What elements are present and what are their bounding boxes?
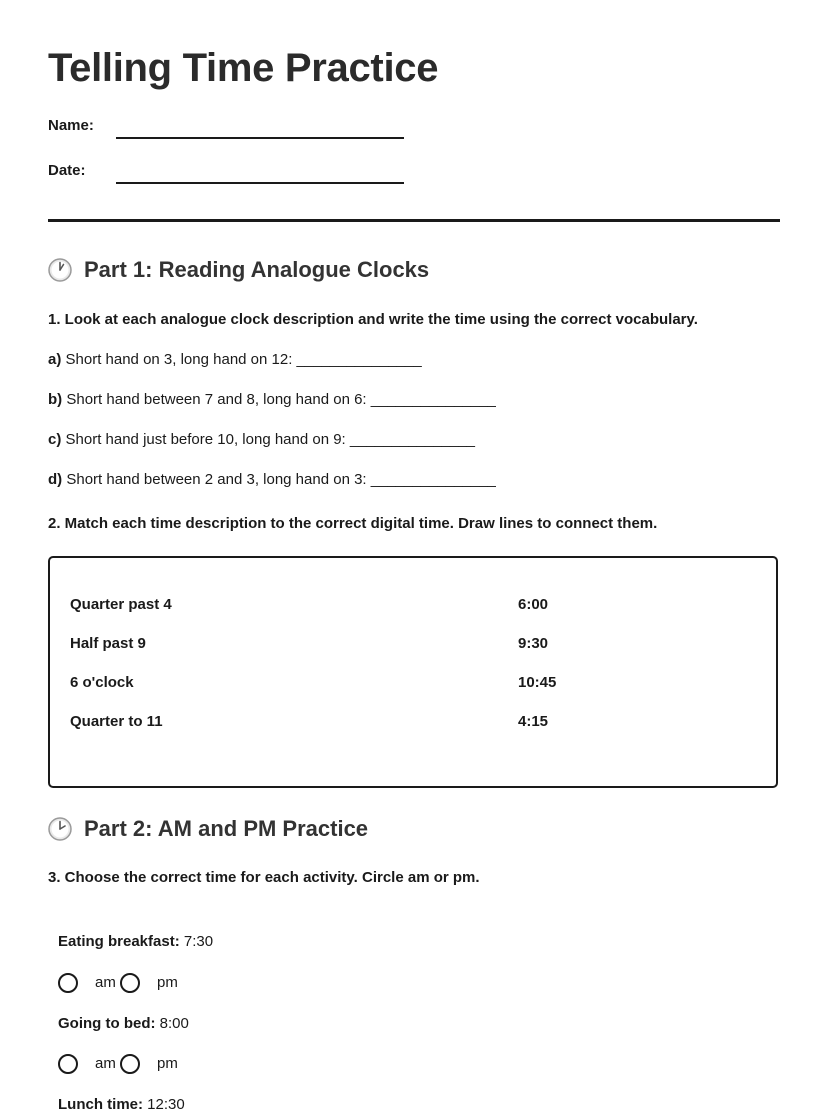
activity-bed: [58, 1015, 189, 1032]
activity-label: Lunch time:: [58, 1096, 143, 1113]
activity-time: 12:30: [147, 1096, 185, 1113]
date-line[interactable]: [116, 182, 404, 184]
item-b-text: Short hand between 7 and 8, long hand on 6: _______________: [66, 391, 496, 408]
activity-label: Going to bed:: [58, 1015, 156, 1032]
name-field: [48, 117, 448, 141]
activity-lunch: [58, 1096, 185, 1113]
pm-label: pm: [157, 1055, 178, 1072]
item-b-letter: b): [48, 391, 63, 408]
item-c-text: Short hand just before 10, long hand on 9: _______________: [65, 431, 476, 448]
activity-breakfast: [58, 933, 213, 950]
clock-one-icon: [48, 258, 72, 282]
question-3: 3. Choose the correct time for each activity. Circle am or pm.: [48, 869, 480, 886]
header-divider: [48, 219, 780, 222]
am-radio[interactable]: [58, 1054, 78, 1074]
clock-two-icon: [48, 817, 72, 841]
activity-time: 7:30: [183, 933, 214, 950]
question-2: 2. Match each time description to the correct digital time. Draw lines to connect them.: [48, 515, 658, 532]
match-left-item[interactable]: 6 o'clock: [70, 674, 134, 691]
date-label: Date:: [48, 162, 86, 179]
am-label: am: [95, 1055, 116, 1072]
item-a-letter: a): [48, 351, 62, 368]
item-c: [48, 431, 475, 448]
date-field: [48, 162, 448, 186]
question-1: 1. Look at each analogue clock description and write the time using the correct vocabulary.: [48, 311, 698, 328]
matching-box: [48, 556, 778, 788]
pm-radio[interactable]: [120, 1054, 140, 1074]
match-right-item[interactable]: 6:00: [518, 596, 549, 613]
part1-heading: [48, 257, 429, 283]
page-title: Telling Time Practice: [48, 46, 439, 90]
part2-heading: [48, 816, 368, 842]
am-radio[interactable]: [58, 973, 78, 993]
match-right-item[interactable]: 10:45: [518, 674, 557, 691]
item-d-letter: d): [48, 471, 63, 488]
part1-heading-text: Part 1: Reading Analogue Clocks: [84, 257, 430, 282]
name-label: Name:: [48, 117, 94, 134]
item-a: [48, 351, 422, 368]
activity-time: 8:00: [159, 1015, 189, 1032]
name-line[interactable]: [116, 137, 404, 139]
item-a-text: Short hand on 3, long hand on 12: _______________: [65, 351, 422, 368]
item-b: [48, 391, 496, 408]
match-left-item[interactable]: Quarter past 4: [70, 596, 172, 613]
activity-label: Eating breakfast:: [58, 933, 180, 950]
match-right-item[interactable]: 4:15: [518, 713, 549, 730]
radio-group-breakfast: [58, 973, 258, 999]
pm-radio[interactable]: [120, 973, 140, 993]
match-left-item[interactable]: Quarter to 11: [70, 713, 163, 730]
item-c-letter: c): [48, 431, 62, 448]
item-d-text: Short hand between 2 and 3, long hand on 3: _______________: [66, 471, 496, 488]
pm-label: pm: [157, 974, 178, 991]
am-label: am: [95, 974, 116, 991]
radio-group-bed: [58, 1054, 258, 1080]
part2-heading-text: Part 2: AM and PM Practice: [84, 816, 369, 841]
match-right-item[interactable]: 9:30: [518, 635, 549, 652]
match-left-item[interactable]: Half past 9: [70, 635, 146, 652]
item-d: [48, 471, 496, 488]
